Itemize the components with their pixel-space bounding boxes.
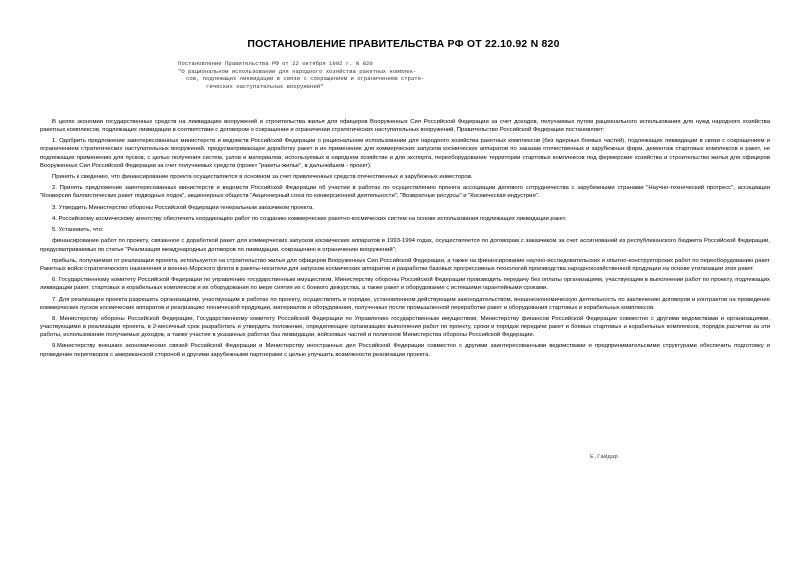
paragraph-7: 7. Для реализации проекта разрешить организациям, участвующим в работах по проекту, осуществлять в порядке, установленном действующим законодательством, внешнеэкономическую деятельность по заключению договоров и контрактов на проведение коммерческих пусков космических аппаратов и реализацию технической продукции, материалов и оборудования, полученных после промышленной переработки ракет и оборудования стартовых и корабельных комплексов. bbox=[40, 296, 770, 311]
document-header bbox=[178, 60, 508, 90]
paragraph-preamble: В целях экономии государственных средств на ликвидацию вооружений и строительства жилья для офицеров Вооруженных Сил Российской Федерации за счет доходов, получаемых путем рационального использования для нужд народного хозяйства ракетных комплексов, подлежащих ликвидации в соответствии с договором о сокращении и ограничении стратегических наступательных вооружений, Правительство Российской Федерации постановляет: bbox=[40, 119, 770, 134]
paragraph-5: 5. Установить, что: bbox=[52, 227, 104, 234]
paragraph-2: 2. Принять предложение заинтересованных министерств и ведомств Российской Федерации об участии в работах по осуществлению проекта ассоциации делового сотрудничества с зарубежными странами "Научно-технический прогресс", ассоциации "Конверсия баллистических ракет подводных лодок", акционерных обществ "Акционерный союз по конверсионной деятельности", "Возвратные ресурсы" и "Космическая индустрия". bbox=[40, 185, 770, 200]
paragraph-5-profit: прибыль, получаемая от реализации проекта, используется на строительство жилья для офицеров Вооруженных Сил Российской Федерации, а также на финансирование научно-исследовательских и опытно-конструкторских работ по переоборудованию ракет Ракетных войск стратегического назначения и военно-Морского флота в ракеты-носители для запусков космических аппаратов и разработки базовых прогрессивных технологий производства народнохозяйственной продукции на основе утилизации этих ракет. bbox=[40, 257, 770, 272]
header-line: сов, подлежащих ликвидации в связи с сокращением и ограничением страте- bbox=[186, 75, 425, 83]
paragraph-9: 9.Министерству внешних экономических связей Российской Федерации и Министерству иностранных дел Российской Федерации совместно с другими заинтересованными ведомствами и предпринимательскими структурами обеспечить подготовку и проведение переговоров с американской стороной и другими зарубежными партнерами с целью улучшить возможности реализации проекта. bbox=[40, 343, 770, 358]
document-title: ПОСТАНОВЛЕНИЕ ПРАВИТЕЛЬСТВА РФ ОТ 22.10.92 N 820 bbox=[247, 38, 560, 50]
document-body bbox=[40, 118, 770, 362]
paragraph-6: 6. Государственному комитету Российской Федерации по управлению государственным имуществом, Министерству обороны Российской Федерации производить передачу без оплаты организациям, участвующим в выполнении работ по проекту, подлежащих ликвидации ракет, стартовых и корабельных комплексов и их оборудования по мере снятия их с боевого дежурства, а также ракет и оборудование с истекшими гарантийными сроками. bbox=[40, 277, 770, 292]
paragraph-1-note: Принять к сведению, что финансирование проекта осуществляется в основном за счет привлеченных средств отечественных и зарубежных инвесторов. bbox=[52, 173, 473, 180]
paragraph-5-financing: финансирование работ по проекту, связанное с доработкой ракет для коммерческих запусков космических аппаратов в 1993-1994 годах, осуществляется по договорам с заказчиком за счет ассигнований из республиканского бюджета Российской Федерации, предусматриваемых по статье "Реализация международных договоров по ликвидации, сокращению и ограничению вооружений"; bbox=[40, 238, 770, 253]
header-line: Постановление Правительства РФ от 22 октября 1992 г. N 820 bbox=[178, 60, 373, 67]
header-line: "О рациональном использовании для народного хозяйства ракетных комплек- bbox=[178, 67, 417, 75]
paragraph-1: 1. Одобрить предложение заинтересованных министерств и ведомств Российской Федерации о рациональном использовании для народного хозяйства ракетных комплексов (без ядерных боевых частей), подлежащих ликвидации в связи с сокращением и ограничением стратегических наступательных вооружений, предусматривающее доработку ракет и их применение для коммерческих запусков космических аппаратов по заказам отечественных и зарубежных фирм, демонтаж стартовых комплексов и ракет, не подлежащих применению для пусков, с целью получения систем, узлов и материалов, используемых в народном хозяйстве и для экспорта, переоборудование территории стартовых комплексов под фермерские хозяйства и строительство жилья для офицеров Вооруженных Сил Российской Федерации за счет получаемых средств (проект "ракеты-жилье", в дальнейшем - проект). bbox=[40, 138, 770, 169]
paragraph-8: 8. Министерству обороны Российской Федерации, Государственному комитету Российской Федерации по Управлению государственным имуществом, Министерству финансов Российской Федерации совместно с другими ведомствами и организациями, участвующими в реализации проекта, в 2-месячный срок разработать и утвердить положение, определяющее организацию выполнения работ по проекту, сроки и порядок передачи ракет и боевых стартовых и корабельных комплексов, порядок расчетов за эти работы, использование получаемых доходов, а также участие в указанных работах баз ликвидации, войсковых частей и полигонов Министерства обороны Российской Федерации. bbox=[40, 315, 770, 339]
paragraph-4: 4. Российскому космическому агентству обеспечить координацию работ по созданию коммерческих ракетно-космических систем на основе использования подлежащих ликвидации ракет. bbox=[52, 215, 567, 222]
paragraph-3: 3. Утвердить Министерство обороны Российской Федерации генеральным заказчиком проекта. bbox=[52, 204, 315, 211]
header-line: гических наступательных вооружений" bbox=[206, 82, 324, 90]
signature: Е.Гайдар bbox=[590, 453, 618, 460]
